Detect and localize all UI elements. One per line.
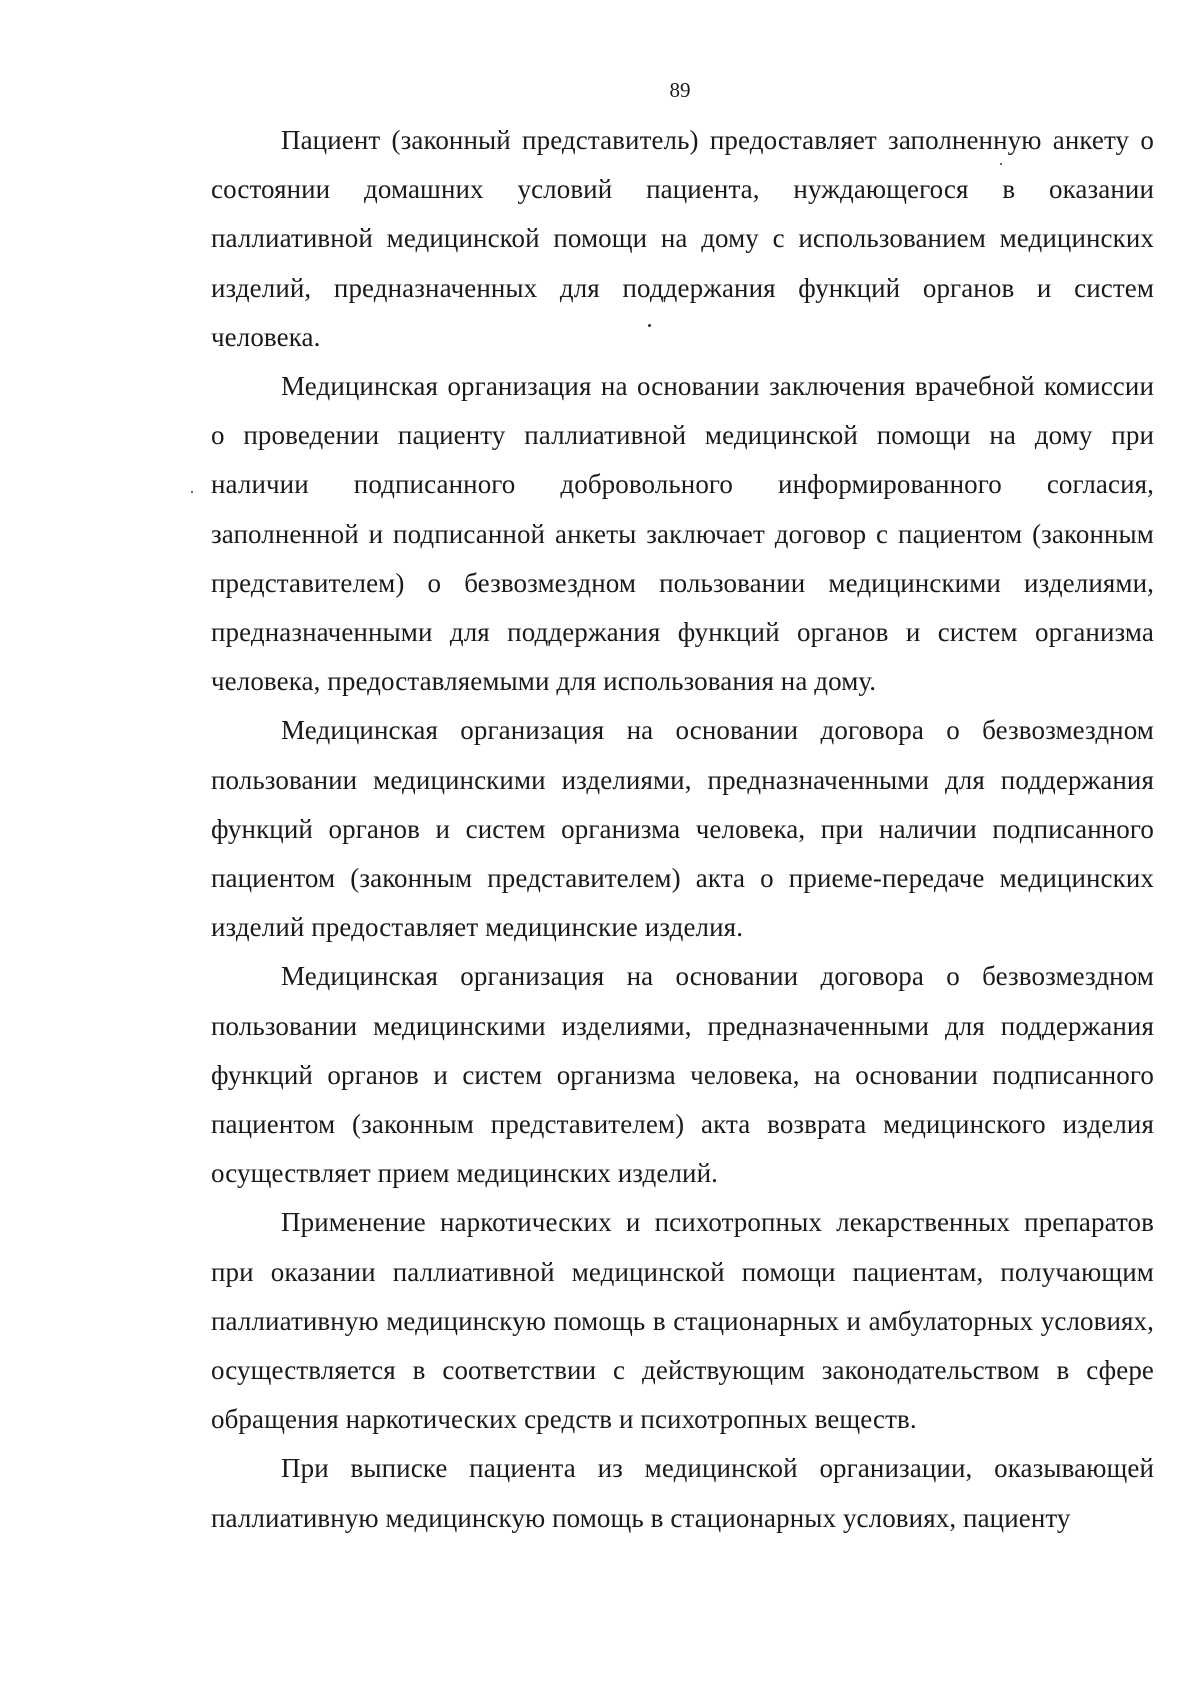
body-text <box>211 116 1154 1543</box>
scan-speck <box>1000 163 1002 165</box>
paragraph-6: При выписке пациента из медицинской организации, оказывающей паллиативную медицинскую помощь в стационарных условиях, пациенту <box>211 1453 1154 1533</box>
paragraph-5: Применение наркотических и психотропных лекарственных препаратов при оказании паллиативной медицинской помощи пациентам, получающим паллиативную медицинскую помощь в стационарных и амбулаторных условиях, осуществляется в соответствии с действующим законодательством в сфере обращения наркотических средств и психотропных веществ. <box>211 1207 1154 1435</box>
paragraph-3: Медицинская организация на основании договора о безвозмездном пользовании медицинскими изделиями, предназначенными для поддержания функций органов и систем организма человека, при наличии подписанного пациентом (законным представителем) акта о приеме-передаче медицинских изделий предоставляет медицинские изделия. <box>211 715 1154 943</box>
scan-speck <box>191 491 193 493</box>
paragraph-4: Медицинская организация на основании договора о безвозмездном пользовании медицинскими изделиями, предназначенными для поддержания функций органов и систем организма человека, на основании подписанного пациентом (законным представителем) акта возврата медицинского изделия осуществляет прием медицинских изделий. <box>211 961 1154 1189</box>
paragraph-2: Медицинская организация на основании заключения врачебной комиссии о проведении пациенту паллиативной медицинской помощи на дому при наличии подписанного добровольного информированного согласия, заполненной и подписанной анкеты заключает договор с пациентом (законным представителем) о безвозмездном пользовании медицинскими изделиями, предназначенными для поддержания функций органов и систем организма человека, предоставляемыми для использования на дому. <box>211 371 1154 697</box>
scan-speck <box>648 324 651 327</box>
paragraph-1: Пациент (законный представитель) предоставляет заполненную анкету о состоянии домашних условий пациента, нуждающегося в оказании паллиативной медицинской помощи на дому с использованием медицинских изделий, предназначенных для поддержания функций органов и систем человека. <box>211 125 1154 352</box>
page-number: 89 <box>669 78 691 102</box>
